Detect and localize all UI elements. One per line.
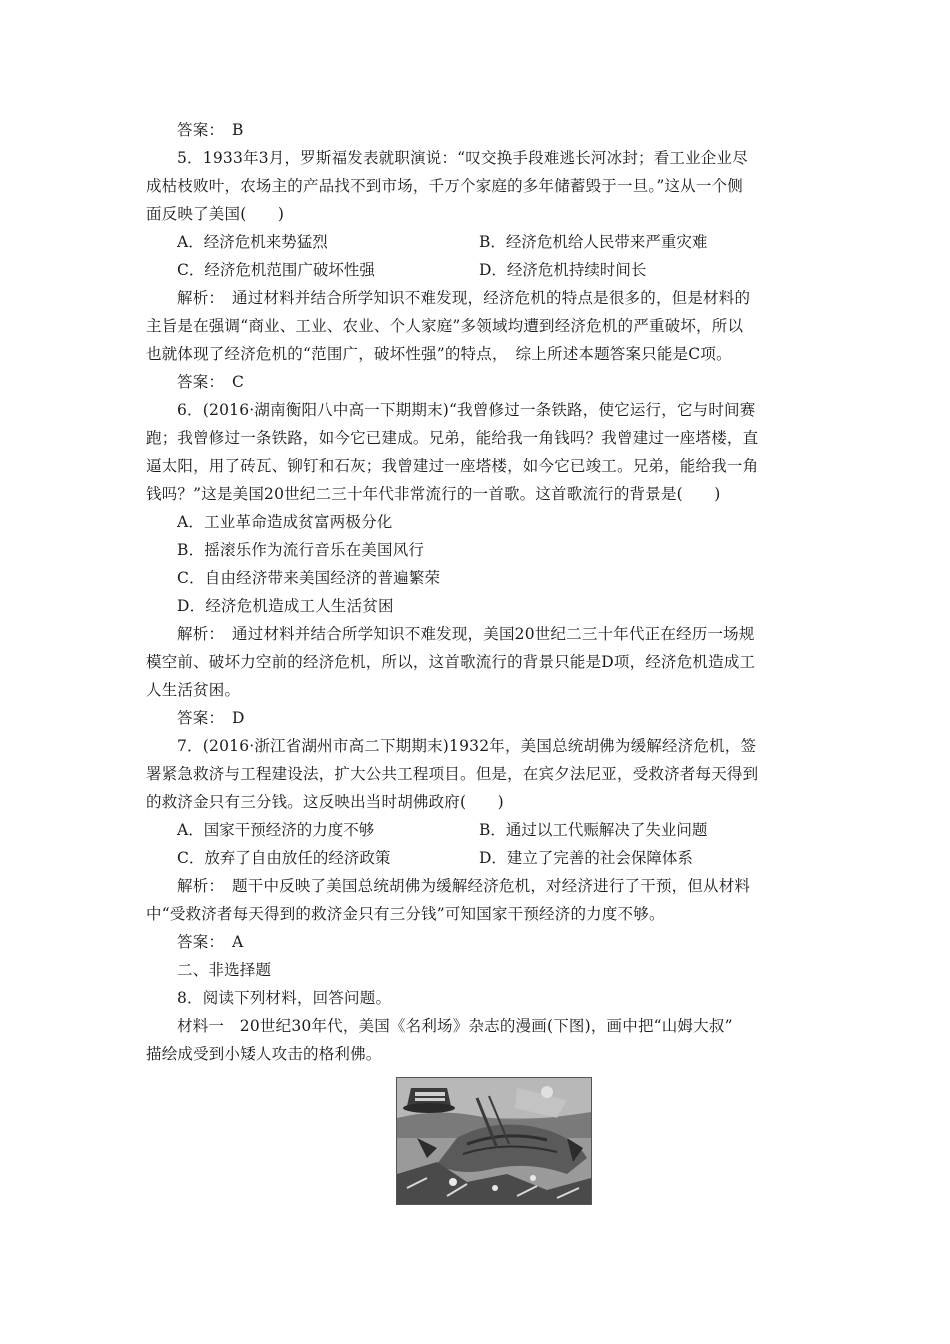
q7-option-c: C．放弃了自由放任的经济政策 xyxy=(177,849,391,867)
q5-stem-line1: 5．1933年3月，罗斯福发表就职演说：“叹交换手段难逃长河冰封；看工业企业尽 xyxy=(177,149,748,167)
q5-explanation-line1: 解析： 通过材料并结合所学知识不难发现，经济危机的特点是很多的，但是材料的 xyxy=(177,289,751,307)
q7-stem-line3: 的救济金只有三分钱。这反映出当时胡佛政府( ) xyxy=(146,793,504,811)
q5-options-row1 xyxy=(146,228,810,256)
answer-q5: 答案： C xyxy=(177,373,245,391)
cartoon-image xyxy=(396,1077,592,1205)
q8-material-line2: 描绘成受到小矮人攻击的格利佛。 xyxy=(146,1045,382,1063)
q6-stem-line2: 跑；我曾修过一条铁路，如今它已建成。兄弟，能给我一角钱吗？我曾建过一座塔楼，直 xyxy=(146,429,759,447)
q7-stem-line1: 7．(2016·浙江省湖州市高二下期期末)1932年，美国总统胡佛为缓解经济危机，签 xyxy=(177,737,757,755)
q6-explanation-line1: 解析： 通过材料并结合所学知识不难发现，美国20世纪二三十年代正在经历一场规 xyxy=(177,625,755,643)
q5-explanation-line3: 也就体现了经济危机的“范围广，破坏性强”的特点， 综上所述本题答案只能是C项。 xyxy=(146,345,732,363)
q6-stem-line4: 钱吗？”这是美国20世纪二三十年代非常流行的一首歌。这首歌流行的背景是( ) xyxy=(146,485,721,503)
answer-q6: 答案： D xyxy=(177,709,245,727)
q7-option-a: A．国家干预经济的力度不够 xyxy=(177,821,375,839)
q5-option-c: C．经济危机范围广破坏性强 xyxy=(177,261,375,279)
q7-options-row1 xyxy=(146,816,810,844)
q6-option-d: D．经济危机造成工人生活贫困 xyxy=(177,597,394,615)
q5-option-a: A．经济危机来势猛烈 xyxy=(177,233,328,251)
q6-option-b: B．摇滚乐作为流行音乐在美国风行 xyxy=(177,541,425,559)
q5-stem-line3: 面反映了美国( ) xyxy=(146,205,285,223)
q8-stem: 8．阅读下列材料，回答问题。 xyxy=(177,989,392,1007)
q7-explanation-line2: 中“受救济者每天得到的救济金只有三分钱”可知国家干预经济的力度不够。 xyxy=(146,905,665,923)
q5-stem-line2: 成枯枝败叶，农场主的产品找不到市场，千万个家庭的多年储蓄毁于一旦。”这从一个侧 xyxy=(146,177,743,195)
q8-material-line1: 材料一 20世纪30年代，美国《名利场》杂志的漫画(下图)，画中把“山姆大叔” xyxy=(177,1017,733,1035)
q7-stem-line2: 署紧急救济与工程建设法，扩大公共工程项目。但是，在宾夕法尼亚，受救济者每天得到 xyxy=(146,765,759,783)
q6-stem-line3: 逼太阳，用了砖瓦、铆钉和石灰；我曾建过一座塔楼，如今它已竣工。兄弟，能给我一角 xyxy=(146,457,759,475)
q6-option-a: A．工业革命造成贫富两极分化 xyxy=(177,513,393,531)
cartoon-illustration xyxy=(397,1078,591,1204)
q7-option-b: B．通过以工代赈解决了失业问题 xyxy=(479,821,708,839)
document-body xyxy=(146,116,810,1068)
q6-stem-line1: 6．(2016·湖南衡阳八中高一下期期末)“我曾修过一条铁路，使它运行，它与时间赛 xyxy=(177,401,756,419)
q5-option-d: D．经济危机持续时间长 xyxy=(479,261,647,279)
q7-explanation-line1: 解析： 题干中反映了美国总统胡佛为缓解经济危机，对经济进行了干预，但从材料 xyxy=(177,877,751,895)
section-heading: 二、非选择题 xyxy=(177,961,272,979)
answer-q7: 答案： A xyxy=(177,933,244,951)
q7-option-d: D．建立了完善的社会保障体系 xyxy=(479,849,693,867)
q6-explanation-line2: 模空前、破坏力空前的经济危机，所以，这首歌流行的背景只能是D项，经济危机造成工 xyxy=(146,653,756,671)
q5-option-b: B．经济危机给人民带来严重灾难 xyxy=(479,233,708,251)
q6-option-c: C．自由经济带来美国经济的普遍繁荣 xyxy=(177,569,441,587)
q5-options-row2 xyxy=(146,256,810,284)
answer-q4: 答案： B xyxy=(177,121,244,139)
q5-explanation-line2: 主旨是在强调“商业、工业、农业、个人家庭”多领域均遭到经济危机的严重破坏，所以 xyxy=(146,317,744,335)
q6-explanation-line3: 人生活贫困。 xyxy=(146,681,241,699)
q7-options-row2 xyxy=(146,844,810,872)
